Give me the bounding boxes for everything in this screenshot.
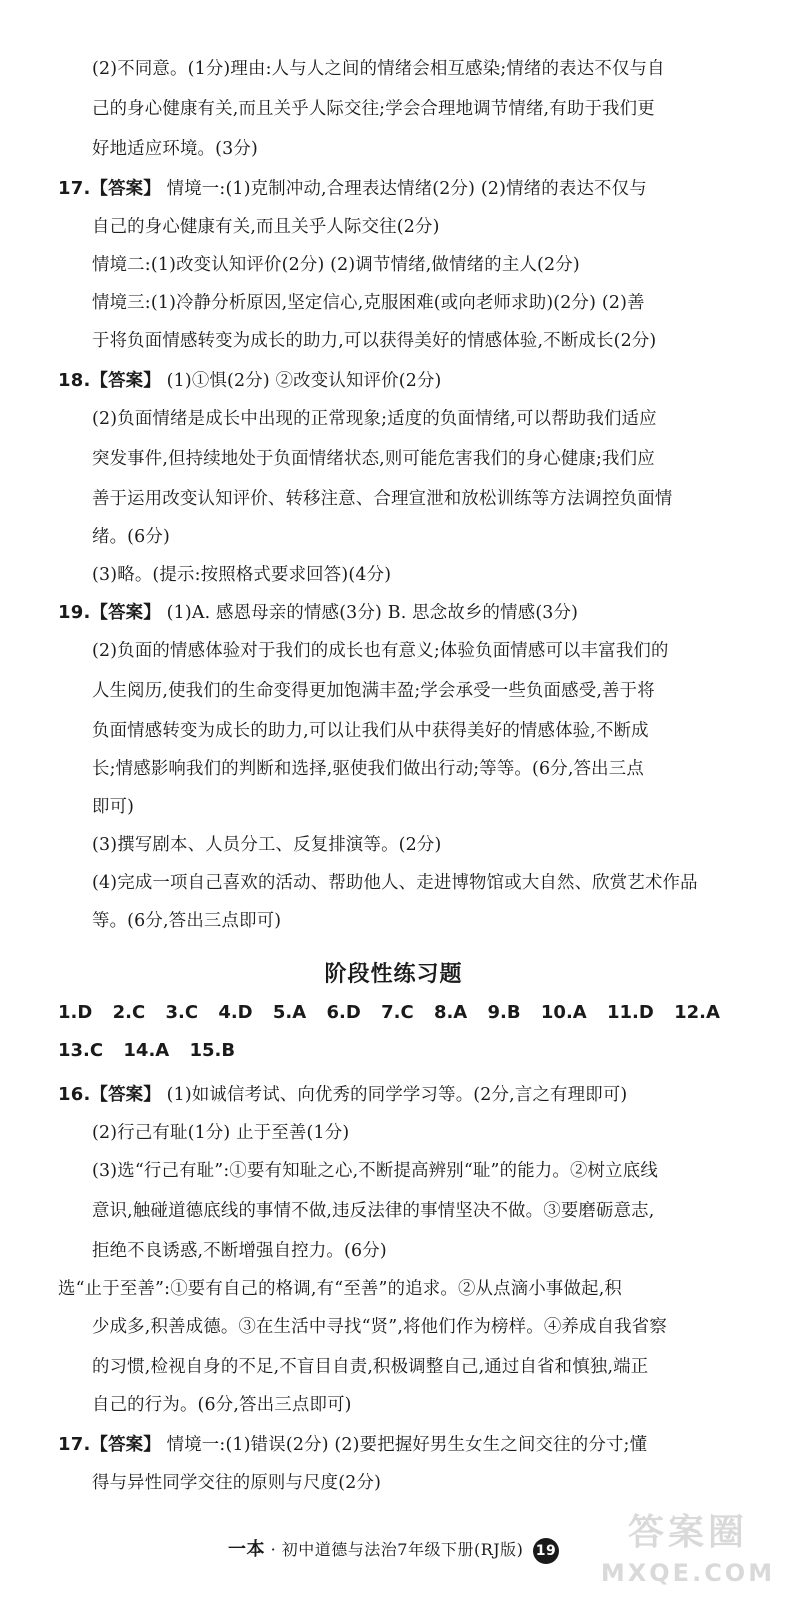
s16-number: 16.: [58, 1084, 91, 1105]
q16-line-1: (2)不同意。(1分)理由:人与人之间的情绪会相互感染;情绪的表达不仅与自: [92, 59, 665, 79]
footer-brand: 一本: [228, 1539, 265, 1560]
s16-text-1: (1)如诚信考试、向优秀的同学学习等。(2分,言之有理即可): [166, 1085, 628, 1105]
q17-number: 17.: [58, 178, 91, 199]
q16-line-3: 好地适应环境。(3分): [92, 139, 258, 159]
s16-line-1: [58, 1082, 688, 1108]
mc-answer: 9.B: [487, 1002, 521, 1023]
q19-line-1: [58, 600, 688, 626]
q18-line-3: 突发事件,但持续地处于负面情绪状态,则可能危害我们的身心健康;我们应: [92, 449, 655, 469]
q19-text-1: (1)A. 感恩母亲的情感(3分) B. 思念故乡的情感(3分): [166, 603, 579, 623]
mc-answer: 3.C: [165, 1002, 199, 1023]
footer-book-title: · 初中道德与法治7年级下册(RJ版): [270, 1540, 524, 1559]
mc-answer: 12.A: [674, 1002, 720, 1023]
q19-line-7: (3)撰写剧本、人员分工、反复排演等。(2分): [92, 835, 442, 855]
s17-text-1: 情境一:(1)错误(2分) (2)要把握好男生女生之间交往的分寸;懂: [166, 1435, 648, 1455]
q16-line-2: 己的身心健康有关,而且关乎人际交往;学会合理地调节情绪,有助于我们更: [92, 99, 655, 119]
mc-answers-row-1: [58, 1002, 720, 1023]
mc-answers-row-2: [58, 1040, 249, 1061]
q19-line-5: 长;情感影响我们的判断和选择,驱使我们做出行动;等等。(6分,答出三点: [92, 759, 644, 779]
q19-answer-tag: 【答案】: [90, 603, 161, 623]
mc-answer: 14.A: [123, 1040, 170, 1061]
s16-line-3: (3)选“行己有耻”:①要有知耻之心,不断提高辨别“耻”的能力。②树立底线: [92, 1161, 658, 1181]
s16-line-5: 拒绝不良诱惑,不断增强自控力。(6分): [92, 1241, 387, 1261]
q18-answer-tag: 【答案】: [90, 371, 161, 391]
q19-number: 19.: [58, 602, 91, 623]
q17-text-1: 情境一:(1)克制冲动,合理表达情绪(2分) (2)情绪的表达不仅与: [166, 179, 647, 199]
s17-line-2: 得与异性同学交往的原则与尺度(2分): [92, 1473, 382, 1493]
mc-answer: 13.C: [58, 1040, 104, 1061]
mc-answer: 5.A: [272, 1002, 307, 1023]
q17-answer-tag: 【答案】: [90, 179, 161, 199]
q18-line-6: (3)略。(提示:按照格式要求回答)(4分): [92, 565, 392, 585]
s17-line-1: [58, 1432, 688, 1458]
mc-answer: 1.D: [58, 1002, 93, 1023]
mc-answer: 15.B: [189, 1040, 236, 1061]
mc-answer: 6.D: [326, 1002, 361, 1023]
watermark-text-url: MXQE.COM: [600, 1559, 776, 1587]
mc-answer: 7.C: [381, 1002, 414, 1023]
s16-line-4: 意识,触碰道德底线的事情不做,违反法律的事情坚决不做。③要磨砺意志,: [92, 1201, 655, 1221]
q17-line-1: [58, 176, 688, 202]
page-number-badge: 19: [533, 1538, 559, 1564]
q19-line-3: 人生阅历,使我们的生命变得更加饱满丰盈;学会承受一些负面感受,善于将: [92, 681, 655, 701]
watermark-text-cn: 答案圈: [627, 1512, 748, 1553]
s16-line-9: 自己的行为。(6分,答出三点即可): [92, 1395, 352, 1415]
q18-text-1: (1)①惧(2分) ②改变认知评价(2分): [166, 371, 442, 391]
mc-answer: 10.A: [540, 1002, 587, 1023]
s17-number: 17.: [58, 1434, 91, 1455]
q18-line-2: (2)负面情绪是成长中出现的正常现象;适度的负面情绪,可以帮助我们适应: [92, 409, 657, 429]
q18-line-5: 绪。(6分): [92, 527, 171, 547]
section-title: 阶段性练习题: [324, 962, 463, 987]
q18-number: 18.: [58, 370, 91, 391]
s17-answer-tag: 【答案】: [90, 1435, 161, 1455]
q19-line-8: (4)完成一项自己喜欢的活动、帮助他人、走进博物馆或大自然、欣赏艺术作品: [92, 873, 698, 893]
q19-line-4: 负面情感转变为成长的助力,可以让我们从中获得美好的情感体验,不断成: [92, 721, 649, 741]
q17-line-4: 情境三:(1)冷静分析原因,坚定信心,克服困难(或向老师求助)(2分) (2)善: [92, 293, 645, 313]
mc-answer: 11.D: [607, 1002, 654, 1023]
s16-line-8: 的习惯,检视自身的不足,不盲目自责,积极调整自己,通过自省和慎独,端正: [92, 1357, 649, 1377]
q17-line-2: 自己的身心健康有关,而且关乎人际交往(2分): [92, 217, 440, 237]
s16-line-7: 少成多,积善成德。③在生活中寻找“贤”,将他们作为榜样。④养成自我省察: [92, 1317, 667, 1337]
q18-line-1: [58, 368, 688, 394]
mc-answer: 4.D: [218, 1002, 253, 1023]
s16-line-2: (2)行己有耻(1分) 止于至善(1分): [92, 1123, 350, 1143]
q17-line-5: 于将负面情感转变为成长的助力,可以获得美好的情感体验,不断成长(2分): [92, 331, 657, 351]
q18-line-4: 善于运用改变认知评价、转移注意、合理宣泄和放松训练等方法调控负面情: [92, 489, 673, 509]
mc-answer: 8.A: [433, 1002, 468, 1023]
s16-line-6: 选“止于至善”:①要有自己的格调,有“至善”的追求。②从点滴小事做起,积: [58, 1279, 623, 1299]
q17-line-3: 情境二:(1)改变认知评价(2分) (2)调节情绪,做情绪的主人(2分): [92, 255, 580, 275]
s16-answer-tag: 【答案】: [90, 1085, 161, 1105]
mc-answer: 2.C: [112, 1002, 146, 1023]
q19-line-2: (2)负面的情感体验对于我们的成长也有意义;体验负面情感可以丰富我们的: [92, 641, 669, 661]
watermark-logo: [598, 1508, 778, 1594]
q19-line-6: 即可): [92, 797, 135, 817]
q19-line-9: 等。(6分,答出三点即可): [92, 911, 282, 931]
